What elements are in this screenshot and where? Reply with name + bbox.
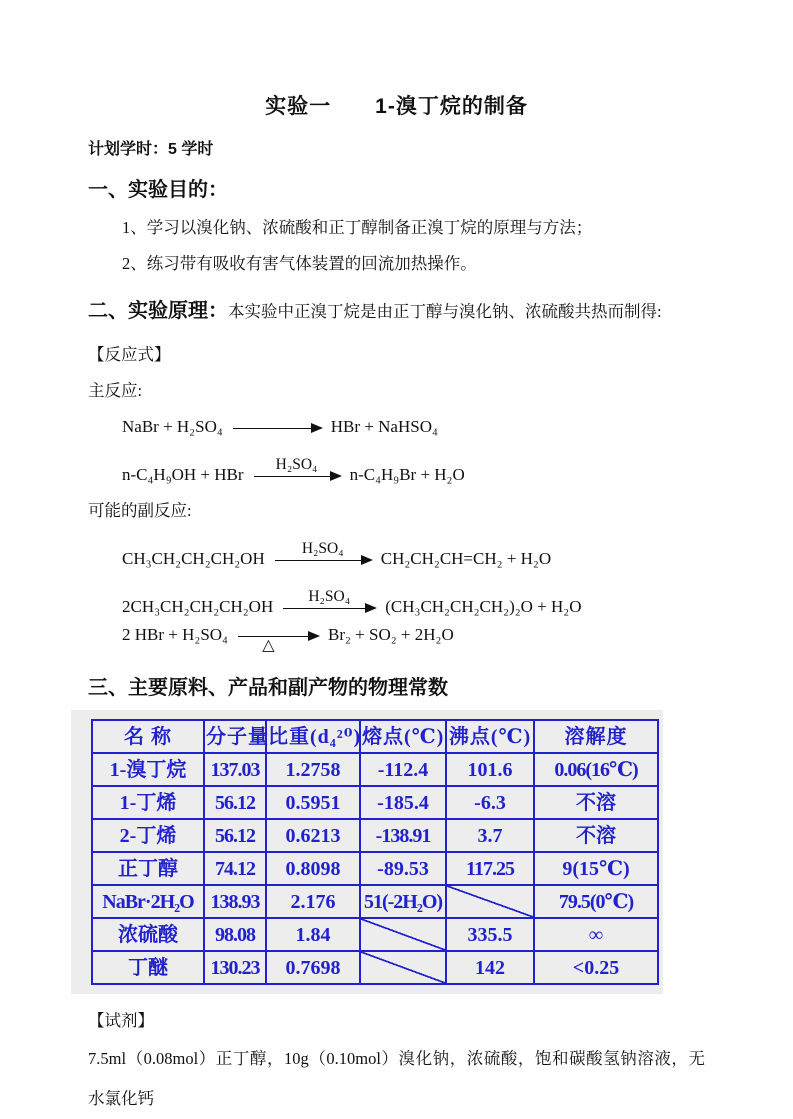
constants-table-block bbox=[71, 710, 663, 994]
table-row bbox=[92, 918, 658, 951]
table-cell: 1.2758 bbox=[266, 753, 360, 786]
reaction-arrow-icon bbox=[233, 428, 321, 429]
table-cell: 不溶 bbox=[534, 786, 658, 819]
table-header-cell: 沸点(℃) bbox=[446, 720, 534, 753]
table-cell: <0.25 bbox=[534, 951, 658, 984]
table-cell-slashed bbox=[360, 951, 446, 984]
table-cell: 137.03 bbox=[204, 753, 266, 786]
table-header-cell: 溶解度 bbox=[534, 720, 658, 753]
table-cell: 1-丁烯 bbox=[92, 786, 204, 819]
reagents-label: 【试剂】 bbox=[88, 1011, 154, 1031]
table-cell: 浓硫酸 bbox=[92, 918, 204, 951]
table-row bbox=[92, 885, 658, 918]
table-cell: -185.4 bbox=[360, 786, 446, 819]
table-cell: 0.7698 bbox=[266, 951, 360, 984]
table-header-row bbox=[92, 720, 658, 753]
table-cell-slashed bbox=[446, 885, 534, 918]
side-reaction-label: 可能的副反应: bbox=[88, 501, 192, 521]
table-cell: 1.84 bbox=[266, 918, 360, 951]
table-header-cell: 分子量 bbox=[204, 720, 266, 753]
table-cell: -6.3 bbox=[446, 786, 534, 819]
table-cell: 0.8098 bbox=[266, 852, 360, 885]
plan-hours: 计划学时：5 学时 bbox=[88, 141, 214, 158]
reaction-right: HBr + NaHSO₄ bbox=[330, 417, 438, 437]
main-reaction-2 bbox=[122, 445, 705, 485]
table-header-cell: 名 称 bbox=[92, 720, 204, 753]
side-reaction-2 bbox=[122, 577, 705, 617]
table-cell-slashed bbox=[360, 918, 446, 951]
table-cell: 不溶 bbox=[534, 819, 658, 852]
reaction-arrow-icon bbox=[275, 540, 371, 561]
purpose-item-2: 2、练习带有吸收有害气体装置的回流加热操作。 bbox=[122, 254, 477, 274]
reaction-right: n-C₄H₉Br + H₂O bbox=[349, 465, 465, 485]
table-cell: 56.12 bbox=[204, 786, 266, 819]
table-cell: 142 bbox=[446, 951, 534, 984]
reaction-left: 2CH₃CH₂CH₂CH₂OH bbox=[122, 597, 274, 617]
table-cell: 3.7 bbox=[446, 819, 534, 852]
reaction-left: NaBr + H₂SO₄ bbox=[122, 417, 223, 437]
physical-constants-table bbox=[91, 719, 659, 985]
reaction-right: Br₂ + SO₂ + 2H₂O bbox=[327, 625, 454, 645]
table-cell: 335.5 bbox=[446, 918, 534, 951]
table-cell: -138.91 bbox=[360, 819, 446, 852]
purpose-item-1: 1、学习以溴化钠、浓硫酸和正丁醇制备正溴丁烷的原理与方法； bbox=[122, 218, 593, 237]
reaction-left: n-C₄H₉OH + HBr bbox=[122, 465, 244, 485]
heat-triangle-icon: △ bbox=[262, 637, 275, 655]
main-reaction-1 bbox=[122, 417, 705, 437]
main-reaction-label: 主反应: bbox=[88, 380, 143, 400]
reaction-left: 2 HBr + H₂SO₄ bbox=[122, 625, 228, 645]
table-cell: 117.25 bbox=[446, 852, 534, 885]
table-cell: 138.93 bbox=[204, 885, 266, 918]
table-row bbox=[92, 753, 658, 786]
table-cell: 2-丁烯 bbox=[92, 819, 204, 852]
table-cell: 9(15℃) bbox=[534, 852, 658, 885]
section2-body: 本实验中正溴丁烷是由正丁醇与溴化钠、浓硫酸共热而制得: bbox=[228, 301, 662, 321]
table-cell: 丁醚 bbox=[92, 951, 204, 984]
table-cell: 51(-2H₂O) bbox=[360, 885, 446, 918]
reaction-arrow-icon bbox=[254, 455, 340, 477]
table-row bbox=[92, 852, 658, 885]
reaction-right: (CH₃CH₂CH₂CH₂)₂O + H₂O bbox=[385, 597, 582, 617]
table-row bbox=[92, 819, 658, 852]
table-cell: 98.08 bbox=[204, 918, 266, 951]
table-header-cell: 比重(d₄²⁰) bbox=[266, 720, 360, 753]
reaction-scheme-label: 【反应式】 bbox=[88, 344, 171, 364]
table-header-cell: 熔点(℃) bbox=[360, 720, 446, 753]
section1-heading: 一、实验目的： bbox=[88, 179, 228, 201]
table-cell: -89.53 bbox=[360, 852, 446, 885]
condition-label: H₂SO₄ bbox=[301, 540, 344, 558]
table-row bbox=[92, 786, 658, 819]
reaction-arrow-icon bbox=[238, 636, 318, 655]
table-cell: 74.12 bbox=[204, 852, 266, 885]
section2-heading: 二、实验原理： bbox=[88, 299, 228, 322]
section2-paragraph bbox=[88, 289, 705, 333]
reaction-right: CH₂CH₂CH=CH₂ + H₂O bbox=[380, 549, 552, 569]
document-title: 实验一 1-溴丁烷的制备 bbox=[265, 95, 528, 118]
reagents-text: 7.5ml（0.08mol）正丁醇，10g（0.10mol）溴化钠，浓硫酸，饱和碳酸氢钠溶液，无水氯化钙 bbox=[88, 1048, 705, 1109]
condition-label: H₂SO₄ bbox=[308, 588, 351, 606]
table-cell: 0.5951 bbox=[266, 786, 360, 819]
table-cell: ∞ bbox=[534, 918, 658, 951]
table-cell: 2.176 bbox=[266, 885, 360, 918]
table-cell: 56.12 bbox=[204, 819, 266, 852]
table-cell: 1-溴丁烷 bbox=[92, 753, 204, 786]
table-cell: 正丁醇 bbox=[92, 852, 204, 885]
side-reaction-1 bbox=[122, 529, 705, 569]
table-cell: 79.5(0℃) bbox=[534, 885, 658, 918]
table-cell: 0.6213 bbox=[266, 819, 360, 852]
condition-label: H₂SO₄ bbox=[275, 455, 318, 473]
table-cell: 130.23 bbox=[204, 951, 266, 984]
table-cell: 101.6 bbox=[446, 753, 534, 786]
table-cell: NaBr·2H₂O bbox=[92, 885, 204, 918]
table-cell: 0.06(16℃) bbox=[534, 753, 658, 786]
table-row bbox=[92, 951, 658, 984]
table-cell: -112.4 bbox=[360, 753, 446, 786]
section3-heading: 三、主要原料、产品和副产物的物理常数 bbox=[88, 677, 448, 700]
side-reaction-3 bbox=[122, 625, 705, 657]
reaction-left: CH₃CH₂CH₂CH₂OH bbox=[122, 549, 265, 569]
reaction-arrow-icon bbox=[283, 588, 375, 609]
